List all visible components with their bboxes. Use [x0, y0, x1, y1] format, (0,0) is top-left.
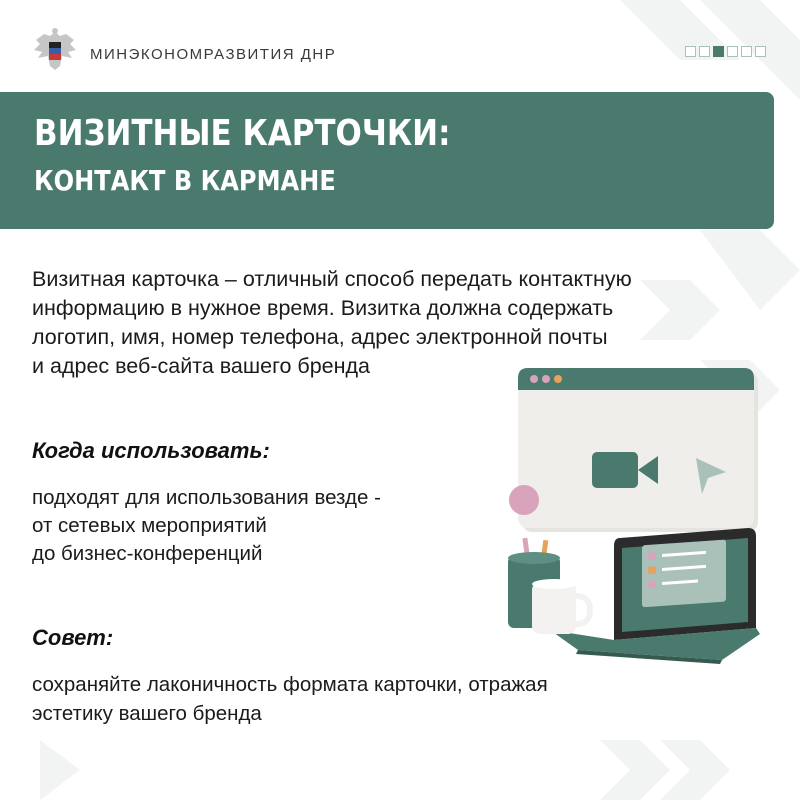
pager-box-active: [713, 46, 724, 57]
intro-line: и адрес веб-сайта вашего бренда: [32, 354, 370, 378]
tip-line: сохраняйте лаконичность формата карточки, отражая: [32, 673, 548, 696]
title-banner: [0, 92, 774, 229]
header: [30, 26, 336, 82]
intro-line: Визитная карточка – отличный способ передать контактную: [32, 267, 632, 291]
tip-paragraph: [32, 670, 548, 728]
org-name: МИНЭКОНОМРАЗВИТИЯ ДНР: [90, 45, 337, 63]
page-title: ВИЗИТНЫЕ КАРТОЧКИ:: [34, 113, 451, 154]
illustration: [490, 360, 770, 680]
pager-box: [727, 46, 738, 57]
when-line: от сетевых мероприятий: [32, 514, 267, 537]
emblem-icon: [30, 26, 80, 82]
browser-window-icon: [509, 368, 758, 532]
when-heading: Когда использовать:: [32, 438, 270, 463]
intro-line: информацию в нужное время. Визитка должна содержать: [32, 296, 614, 320]
when-line: подходят для использования везде -: [32, 486, 381, 509]
mug-icon: [532, 579, 590, 634]
page-subtitle: КОНТАКТ В КАРМАНЕ: [34, 164, 336, 197]
page-indicator: [685, 46, 766, 57]
pager-box: [699, 46, 710, 57]
pager-box: [741, 46, 752, 57]
tip-line: эстетику вашего бренда: [32, 702, 262, 725]
pager-box: [755, 46, 766, 57]
tip-heading: Совет:: [32, 625, 114, 650]
intro-line: логотип, имя, номер телефона, адрес электронной почты: [32, 325, 608, 349]
when-paragraph: [32, 484, 381, 568]
pager-box: [685, 46, 696, 57]
when-line: до бизнес-конференций: [32, 542, 263, 565]
